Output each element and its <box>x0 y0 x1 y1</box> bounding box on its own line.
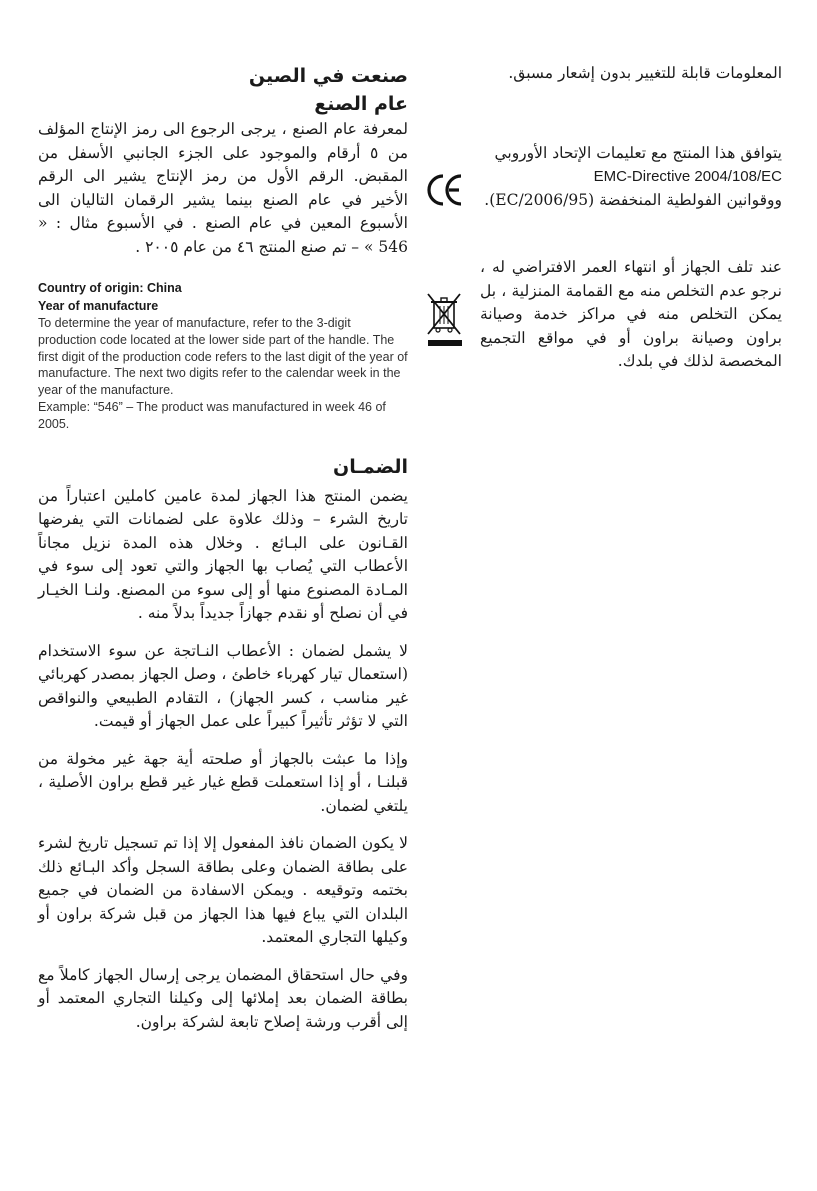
origin-heading-en: Country of origin: China <box>38 281 182 295</box>
warranty-paragraph-3: وإذا ما عبثت بالجهاز أو صلحته أية جهة غير مخولة من قبلنـا ، أو إذا استعملت قطع غيار غير قطع براون الأصلية ، يلتغي لضمان. <box>38 749 408 815</box>
notice-ar: المعلومات قابلة للتغيير بدون إشعار مسبق. <box>508 64 782 82</box>
ce-low-voltage: ووقوانين الفولطية المنخفضة (2006/95/EC). <box>484 190 782 209</box>
ce-text-ar: يتوافق هذا المنتج مع تعليمات الإتحاد الأوروبي <box>494 143 782 162</box>
crossed-out-bin-icon <box>426 292 464 348</box>
ce-emc-directive: EMC-Directive 2004/108/EC <box>593 168 782 185</box>
year-heading-ar: عام الصنع <box>314 93 408 115</box>
warranty-paragraph-4: لا يكون الضمان نافذ المفعول إلا إذا تم تسجيل تاريخ لشرء على بطاقة الضمان وعلى بطاقة السجل وأكد البـائع ذلك بختمه وتوقيعه . ويمكن الاسفادة من الضمان في جميع البلدان التي يباع فيها هذا الجهاز من قبل شركة براون أو وكيلها التجاري المعتمد. <box>38 834 408 947</box>
ce-block <box>420 142 782 213</box>
ce-mark-icon <box>425 170 465 210</box>
example-en: Example: “546” – The product was manufactured in week 46 of 2005. <box>38 399 386 431</box>
warranty-paragraph-5: وفي حال استحقاق المضمان يرجى إرسال الجهاز كاملاً مع بطاقة الضمان بعد إملائها إلى وكيلنا التجاري المعتمد أو إلى أقرب ورشة إصلاح تابعة لشركة براون. <box>38 965 408 1031</box>
weee-text-ar: عند تلف الجهاز أو انتهاء العمر الافتراضي له ، نرجو عدم التخلص منه مع القمامة المنزلية ، بل يمكن التخلص منه في مراكز خدمة وصيانة براون وصيانة براون أو في مواقع التجميع المخصصة لذلك في بلدك. <box>480 258 782 370</box>
weee-block <box>420 256 782 374</box>
year-text-ar: لمعرفة عام الصنع ، يرجى الرجوع الى رمز الإنتاج المؤلف من ٥ أرقام والموجود على الجزء الجانبي الأسفل من المقبض. الرقم الأول من رمز الإنتاج يشير الى الرقم الأخير في عام الصنع بينما يشير الرقمان التاليان الى الأسبوع المعين في عام الصنع . في الأسبوع مثال : « 546 » – تم صنع المنتج ٤٦ من عام ٢٠٠٥ . <box>38 120 408 256</box>
year-heading-en: Year of manufacture <box>38 299 159 313</box>
warranty-heading-ar: الضمـان <box>333 455 408 478</box>
year-text-en: To determine the year of manufacture, refer to the 3-digit production code located at the lower side part of the handle. The first digit of the production code refers to the last digit of the year of manufacture. The next two digits refer to the calendar week in the year of the manufacture. <box>38 316 408 398</box>
origin-heading-ar: صنعت في الصين <box>248 65 408 87</box>
right-column <box>420 62 782 374</box>
left-column <box>38 62 408 1034</box>
warranty-paragraph-1: يضمن المنتج هذا الجهاز لمدة عامين كاملين اعتباراً من تاريخ الشرء – وذلك علاوة على لضمانات التي يفرضها القـانون على البـائع . وخلال هذه المدة نزيل مجاناً الأعطاب التي يُصاب بها الجهاز والتي تعود إلى سوء في المـادة المصنوع منها أو إلى سوء من المصنع. ولنـا الخيـار في أن نصلح أو نقدم جهازاً جديداً بدلاً منه . <box>38 486 408 623</box>
warranty-paragraph-2: لا يشمل لضمان : الأعطاب النـاتجة عن سوء الاستخدام (استعمال تيار كهرباء خاطئ ، وصل الجهاز بمصدر كهربائي غير مناسب ، كسر الجهاز) ، التقادم الطبيعي والنواقص التي لا تؤثر تأثيراً كبيراً على عمل الجهاز أو قيمت. <box>38 641 408 731</box>
